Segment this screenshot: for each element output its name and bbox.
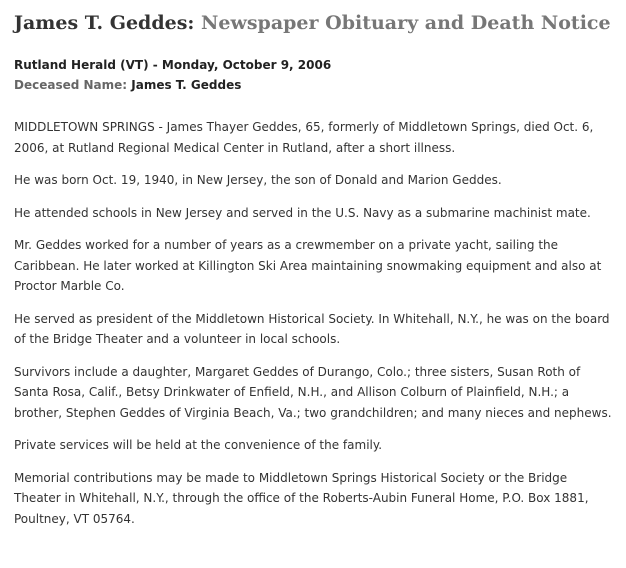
obituary-page	[14, 0, 614, 529]
source-line: Rutland Herald (VT) - Monday, October 9, 2006	[14, 58, 332, 72]
paragraph-education: He attended schools in New Jersey and served in the U.S. Navy as a submarine machinist mate.	[14, 205, 591, 220]
deceased-label: Deceased Name:	[14, 78, 128, 92]
paragraph-birth: He was born Oct. 19, 1940, in New Jersey, the son of Donald and Marion Geddes.	[14, 173, 502, 187]
paragraph-memorial: Memorial contributions may be made to Middletown Springs Historical Society or the Bridge Theater in Whitehall, N.Y., through the office of the Roberts-Aubin Funeral Home, P.O. Box 1881, Poultney, VT 05764.	[14, 470, 589, 526]
title-name: James T. Geddes	[14, 12, 188, 34]
deceased-name: James T. Geddes	[131, 78, 242, 92]
paragraph-services: Private services will be held at the convenience of the family.	[14, 438, 383, 452]
deceased-line	[14, 75, 614, 95]
obituary-body	[14, 117, 614, 529]
paragraph-survivors: Survivors include a daughter, Margaret Geddes of Durango, Colo.; three sisters, Susan Roth of Santa Rosa, Calif., Betsy Drinkwater of Enfield, N.H., and Allison Colburn of Plainfield, N.H.; a brother, Stephen Geddes of Virginia Beach, Va.; two grandchildren; and many nieces and nephews.	[14, 364, 612, 420]
page-title	[14, 12, 614, 34]
paragraph-career: Mr. Geddes worked for a number of years as a crewmember on a private yacht, sailing the Caribbean. He later worked at Killington Ski Area maintaining snowmaking equipment and also at Proctor Marble Co.	[14, 238, 602, 293]
title-separator: :	[187, 12, 195, 34]
obituary-meta	[14, 55, 614, 95]
title-subtitle: Newspaper Obituary and Death Notice	[201, 12, 611, 34]
paragraph-death-notice: MIDDLETOWN SPRINGS - James Thayer Geddes, 65, formerly of Middletown Springs, died Oct. 6, 2006, at Rutland Regional Medical Center in Rutland, after a short illness.	[14, 120, 594, 155]
paragraph-community: He served as president of the Middletown Historical Society. In Whitehall, N.Y., he was on the board of the Bridge Theater and a volunteer in local schools.	[14, 311, 610, 346]
